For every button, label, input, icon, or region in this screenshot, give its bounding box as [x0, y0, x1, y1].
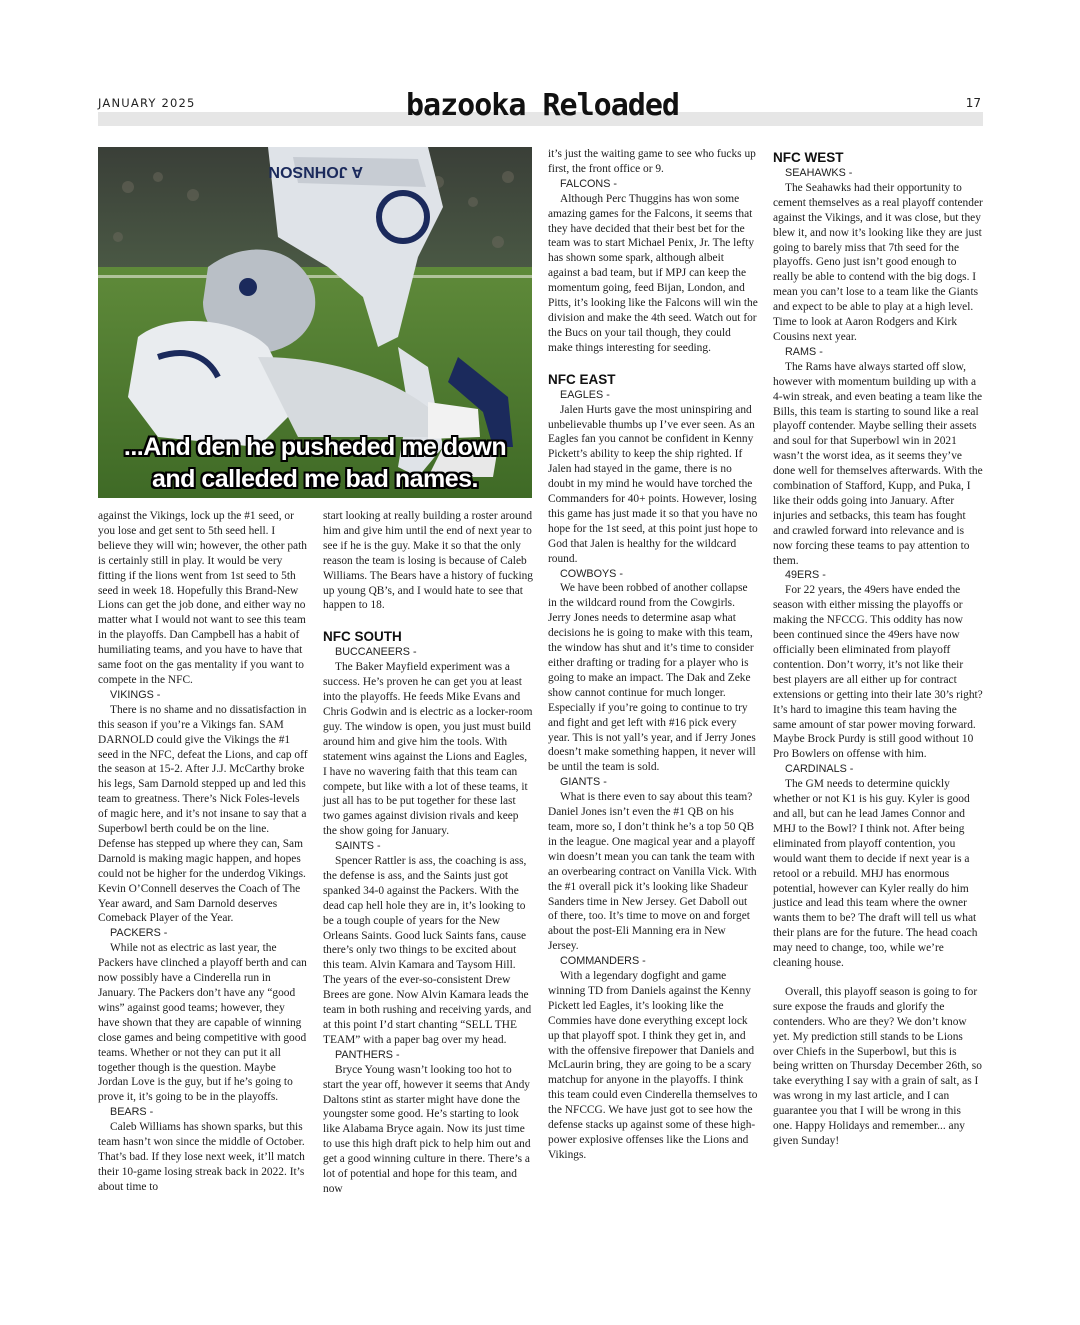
- article-paragraph: The Baker Mayfield experiment was a success. He’s proven he can get you at least into the playoffs. He feeds Mike Evans and Chris Godwin and is electric as a locker-room guy. The window is open, you just must build around him and give him the tools. With statement wins against the Lions and Eagles, I have no wavering faith that this team can compete, but like with a lot of these teams, it just all has to be put together for these last two games against division rivals and keep the show going for January.: [323, 661, 533, 838]
- team-subheading: VIKINGS -: [110, 688, 161, 701]
- team-subheading: GIANTS -: [560, 776, 607, 789]
- article-paragraph: Spencer Rattler is ass, the coaching is ass, the defense is ass, and the Saints just got spanked 34-0 against the Packers. With the dead cap hell hole they are in, it’s looking to be a tough couple of years for the New Orleans Saints. Good luck Saints fans, cause there’s only two things to be excited about this team. Alvin Kamara and Taysom Hill. The years of the ever-so-consistent Drew Brees are gone. Now Alvin Kamara leads the team in both rushing and receiving yards, and at this point I’d start chanting “SELL THE TEAM” with a paper bag over my head.: [323, 855, 532, 1046]
- article-paragraph: The GM needs to determine quickly whether or not K1 is his guy. Kyler is good and all, but can he lead James Connor and MHJ to the Bowl? I think not. After being eliminated from playoff contention, you would want them to decide if next year is a retool or a rebuild. MHJ has enormous potential, however can Kyler really do him justice and lead this team where the owner wants them to be? The draft will tell us what their plans are for the future. The head coach may need to change, too, while we’re cleaning house.: [773, 778, 978, 970]
- team-subheading: 49ERS -: [785, 569, 826, 582]
- page-header: [98, 90, 983, 126]
- team-subheading: BUCCANEERS -: [335, 646, 417, 659]
- article-paragraph: For 22 years, the 49ers have ended the season with either missing the playoffs or making the NFCCG. This oddity has now been continued since the 49ers have now officially been eliminated from playoff contention. Don’t worry, it’s not like their best players are all either up for contract extensions or getting into their late 30’s right? It’s hard to imagine this team having the same amount of star power moving forward. Maybe Brock Purdy is still good without 10 Pro Bowlers on offense with him.: [773, 584, 983, 761]
- article-paragraph: Although Perc Thuggins has won some amazing games for the Falcons, it seems that they have decided that their best bet for the team was to start Michael Penix, Jr. The lefty has shown some spark, although albeit against a bad team, but if MPJ can keep the momentum going, feed Bijan, London, and Pitts, it’s looking like the Falcons will win the division and make the 4th seed. Watch out for the Bucs on your tail though, they could make things interesting for seeding.: [548, 192, 758, 354]
- page-number: 17: [965, 96, 981, 110]
- article-column-3: [548, 147, 758, 1163]
- article-paragraph: Overall, this playoff season is going to for sure expose the frauds and glorify the contenders. Who are they? We don’t know yet. My prediction still stands to be Lions over Chiefs in the Superbowl, but this is being written on Thursday December 26th, so take everything I say with a grain of salt, as I was wrong in my last article, and I can guarantee you that I will be wrong in this one. Happy Holidays and remember... any given Sunday!: [773, 985, 982, 1147]
- team-subheading: EAGLES -: [560, 388, 610, 401]
- section-heading: NFC EAST: [548, 371, 616, 387]
- team-subheading: COWBOYS -: [560, 567, 623, 580]
- article-paragraph: While not as electric as last year, the Packers have clinched a playoff berth and can now possibly have a Cinderella run in January. The Packers don’t have any “good wins” against good teams; however, they have shown that they are capable of winning close games and being competitive with good teams. Whether or not they can put it all together though is the question. Maybe Jordan Love is the guy, but if he’s going to prove it, it’s going to be in the playoffs.: [98, 942, 307, 1104]
- team-subheading: PANTHERS -: [335, 1048, 400, 1061]
- section-heading: NFC SOUTH: [323, 629, 402, 645]
- caption-line-1: ...And den he pusheded me down: [123, 433, 507, 461]
- article-paragraph: The Seahawks had their opportunity to cement themselves as a real playoff contender against the Vikings, and it was close, but they blew it, and now it’s looking like they are just going to barely miss that 7th seed for the playoffs. Geno just isn’t good enough to really be able to contend with the big dogs. I mean you can’t lose to a team like the Giants and expect to be able to play at a high level. Time to look at Aaron Rodgers and Kirk Cousins next year.: [773, 181, 983, 343]
- article-paragraph: There is no shame and no dissatisfaction in this season if you’re a Vikings fan. SAM DARNOLD could give the Vikings the #1 seed in the NFC, defeat the Lions, and cap off the season at 15-2. After J.J. McCarthy broke his legs, Sam Darnold stepped up and led this team to greatness. There’s Nick Foles-levels of magic here, and it’s not insane to say that a Superbowl berth could be on the line. Defense has stepped up where they can, Sam Darnold is making magic happen, and hopes could not be higher for the underdog Vikings. Kevin O’Connell deserves the Coach of The Year award, and Sam Darnold deserves Comeback Player of the Year.: [98, 703, 308, 925]
- article-paragraph: With a legendary dogfight and game winning TD from Daniels against the Kenny Pickett led Eagles, it’s looking like the Commies have done everything except lock up that playoff spot. I think they get in, and with the offensive firepower that Daniels and McLaurin bring, they are going to be a scary matchup for anyone in the playoffs. I think this team could even Cinderella themselves to the NFCCG. We have just got to see how the defense stacks up against some of these high-power explosive offenses like the Lions and Vikings.: [548, 970, 758, 1161]
- issue-date: JANUARY 2025: [98, 96, 196, 110]
- article-paragraph: What is there even to say about this team? Daniel Jones isn’t even the #1 QB on his team, more so, I don’t think he’s a top 50 QB in the league. One magical year and a playoff win doesn’t mean you can tank the team with an overbearing contract on Vanilla Vick. With the #1 overall pick it’s looking like Shadeur Sanders time in New Jersey. Get Daboll out of there, too. It’s time to move on and forget about the post-Eli Manning era in New Jersey.: [548, 791, 757, 953]
- article-paragraph: start looking at really building a roster around him and give him until the end of next year to see if he is the guy. Make it so that the only reason the team is losing is because of Caleb Williams. The Bears have a history of fucking up young QB’s, and I would hate to see that happen to 18.: [323, 510, 534, 612]
- team-subheading: RAMS -: [785, 345, 823, 358]
- masthead-logo: bazooka Reloaded: [406, 88, 679, 123]
- article-column-2: [323, 509, 533, 1197]
- article-paragraph: it’s just the waiting game to see who fucks up first, the front office or 9.: [548, 148, 756, 175]
- article-paragraph: We have been robbed of another collapse in the wildcard round from the Cowgirls. Jerry Jones needs to determine asap what decisions he is going to make with this team, the window has shut and it’s time to consider either drafting or trading for a player who is going to make an impact. The Dak and Zeke show cannot continue for much longer. Especially if you’re going to continue to try and fight and get left with #16 pick every year. This is not yall’s year, and if Jerry Jones doesn’t make something happen, it never will be until the team is sold.: [548, 582, 756, 774]
- article-column-1: [98, 509, 308, 1195]
- meme-photo: [98, 147, 532, 498]
- article-paragraph: Caleb Williams has shown sparks, but this team hasn’t won since the middle of October. That’s bad. If they lose next week, it’ll match their 10-game losing streak back in 2022. It’s about time to: [98, 1121, 305, 1193]
- article-column-4: [773, 150, 983, 1149]
- caption-line-2: and calleded me bad names.: [151, 465, 478, 493]
- team-subheading: PACKERS -: [110, 927, 168, 940]
- team-subheading: SAINTS -: [335, 840, 381, 853]
- team-subheading: BEARS -: [110, 1106, 154, 1119]
- article-paragraph: against the Vikings, lock up the #1 seed, or you lose and get sent to 5th seed hell. I believe they will win; however, the other path is certainly still in play. It would be very fitting if the lions went from 1st seed to 5th seed in week 18. Hopefully this Brand-New Lions can get the job done, and either way no matter what I would not want to see this team in the playoffs. Dan Campbell has a habit of humiliating teams, and you have to have that same foot on the gas mentality if you want to compete in the NFC.: [98, 510, 307, 686]
- team-subheading: SEAHAWKS -: [785, 167, 853, 179]
- team-subheading: CARDINALS -: [785, 763, 854, 776]
- section-heading: NFC WEST: [773, 150, 844, 165]
- team-subheading: COMMANDERS -: [560, 955, 646, 968]
- team-subheading: FALCONS -: [560, 177, 617, 190]
- article-paragraph: The Rams have always started off slow, however with momentum building up with a 4-win streak, and even beating a team like the Bills, this team is starting to sound like a real playoff contender. Maybe selling their assets and soul for that Superbowl win in 2021 wasn’t the worst idea, as it seems they’ve done well for themselves afterwards. With the combination of Stafford, Kupp, and Puka, I like their odds going into January. After injuries and setbacks, this team has fought and crawled forward into relevance and is now forcing these teams to pay attention to them.: [773, 360, 983, 567]
- article-paragraph: Bryce Young wasn’t looking too hot to start the year off, however it seems that Andy Daltons stint as starter might have done the youngster some good. He’s starting to look like Alabama Bryce again. Now its just time to use this high draft pick to help him out and get a good winning culture in there. There’s a lot of potential and hope for this team, and now: [323, 1063, 531, 1195]
- article-paragraph: Jalen Hurts gave the most uninspiring and unbelievable thumbs up I’ve ever seen. As an Eagles fan you cannot be confident in Kenny Pickett’s ability to keep the ship righted. If Jalen had stayed in the game, there is no doubt in my mind he would have torched the Commanders for 40+ points. However, losing this game has just made it so that you have no hope for the 1st seed, at this point just hope to God that Jalen is healthy for the wildcard round.: [548, 403, 758, 565]
- jersey-name-text: A JOHNSON: [268, 163, 363, 180]
